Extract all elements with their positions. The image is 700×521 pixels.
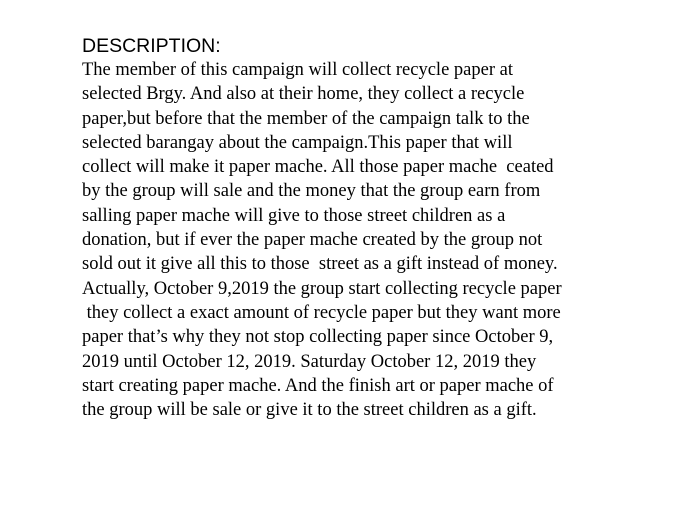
- slide-content: [82, 34, 642, 422]
- body-line: donation, but if ever the paper mache created by the group not: [82, 230, 543, 251]
- body-line: start creating paper mache. And the finish art or paper mache of: [82, 375, 554, 396]
- body-line: salling paper mache will give to those street children as a: [82, 205, 506, 226]
- description-heading: DESCRIPTION:: [82, 35, 221, 57]
- body-line: by the group will sale and the money that the group earn from: [82, 181, 541, 202]
- body-line: collect will make it paper mache. All those paper mache ceated: [82, 157, 554, 178]
- body-line: The member of this campaign will collect recycle paper at: [82, 60, 513, 80]
- description-body: [82, 58, 642, 422]
- body-line: Actually, October 9,2019 the group start collecting recycle paper: [82, 278, 562, 299]
- body-line: paper that’s why they not stop collecting paper since October 9,: [82, 327, 554, 348]
- body-line: the group will be sale or give it to the street children as a gift.: [82, 400, 537, 421]
- body-line: 2019 until October 12, 2019. Saturday October 12, 2019 they: [82, 351, 537, 372]
- body-line: selected Brgy. And also at their home, they collect a recycle: [82, 84, 525, 105]
- body-line: sold out it give all this to those street as a gift instead of money.: [82, 254, 558, 275]
- body-line: selected barangay about the campaign.This paper that will: [82, 132, 513, 153]
- body-line: they collect a exact amount of recycle paper but they want more: [82, 302, 561, 323]
- body-line: paper,but before that the member of the campaign talk to the: [82, 108, 530, 129]
